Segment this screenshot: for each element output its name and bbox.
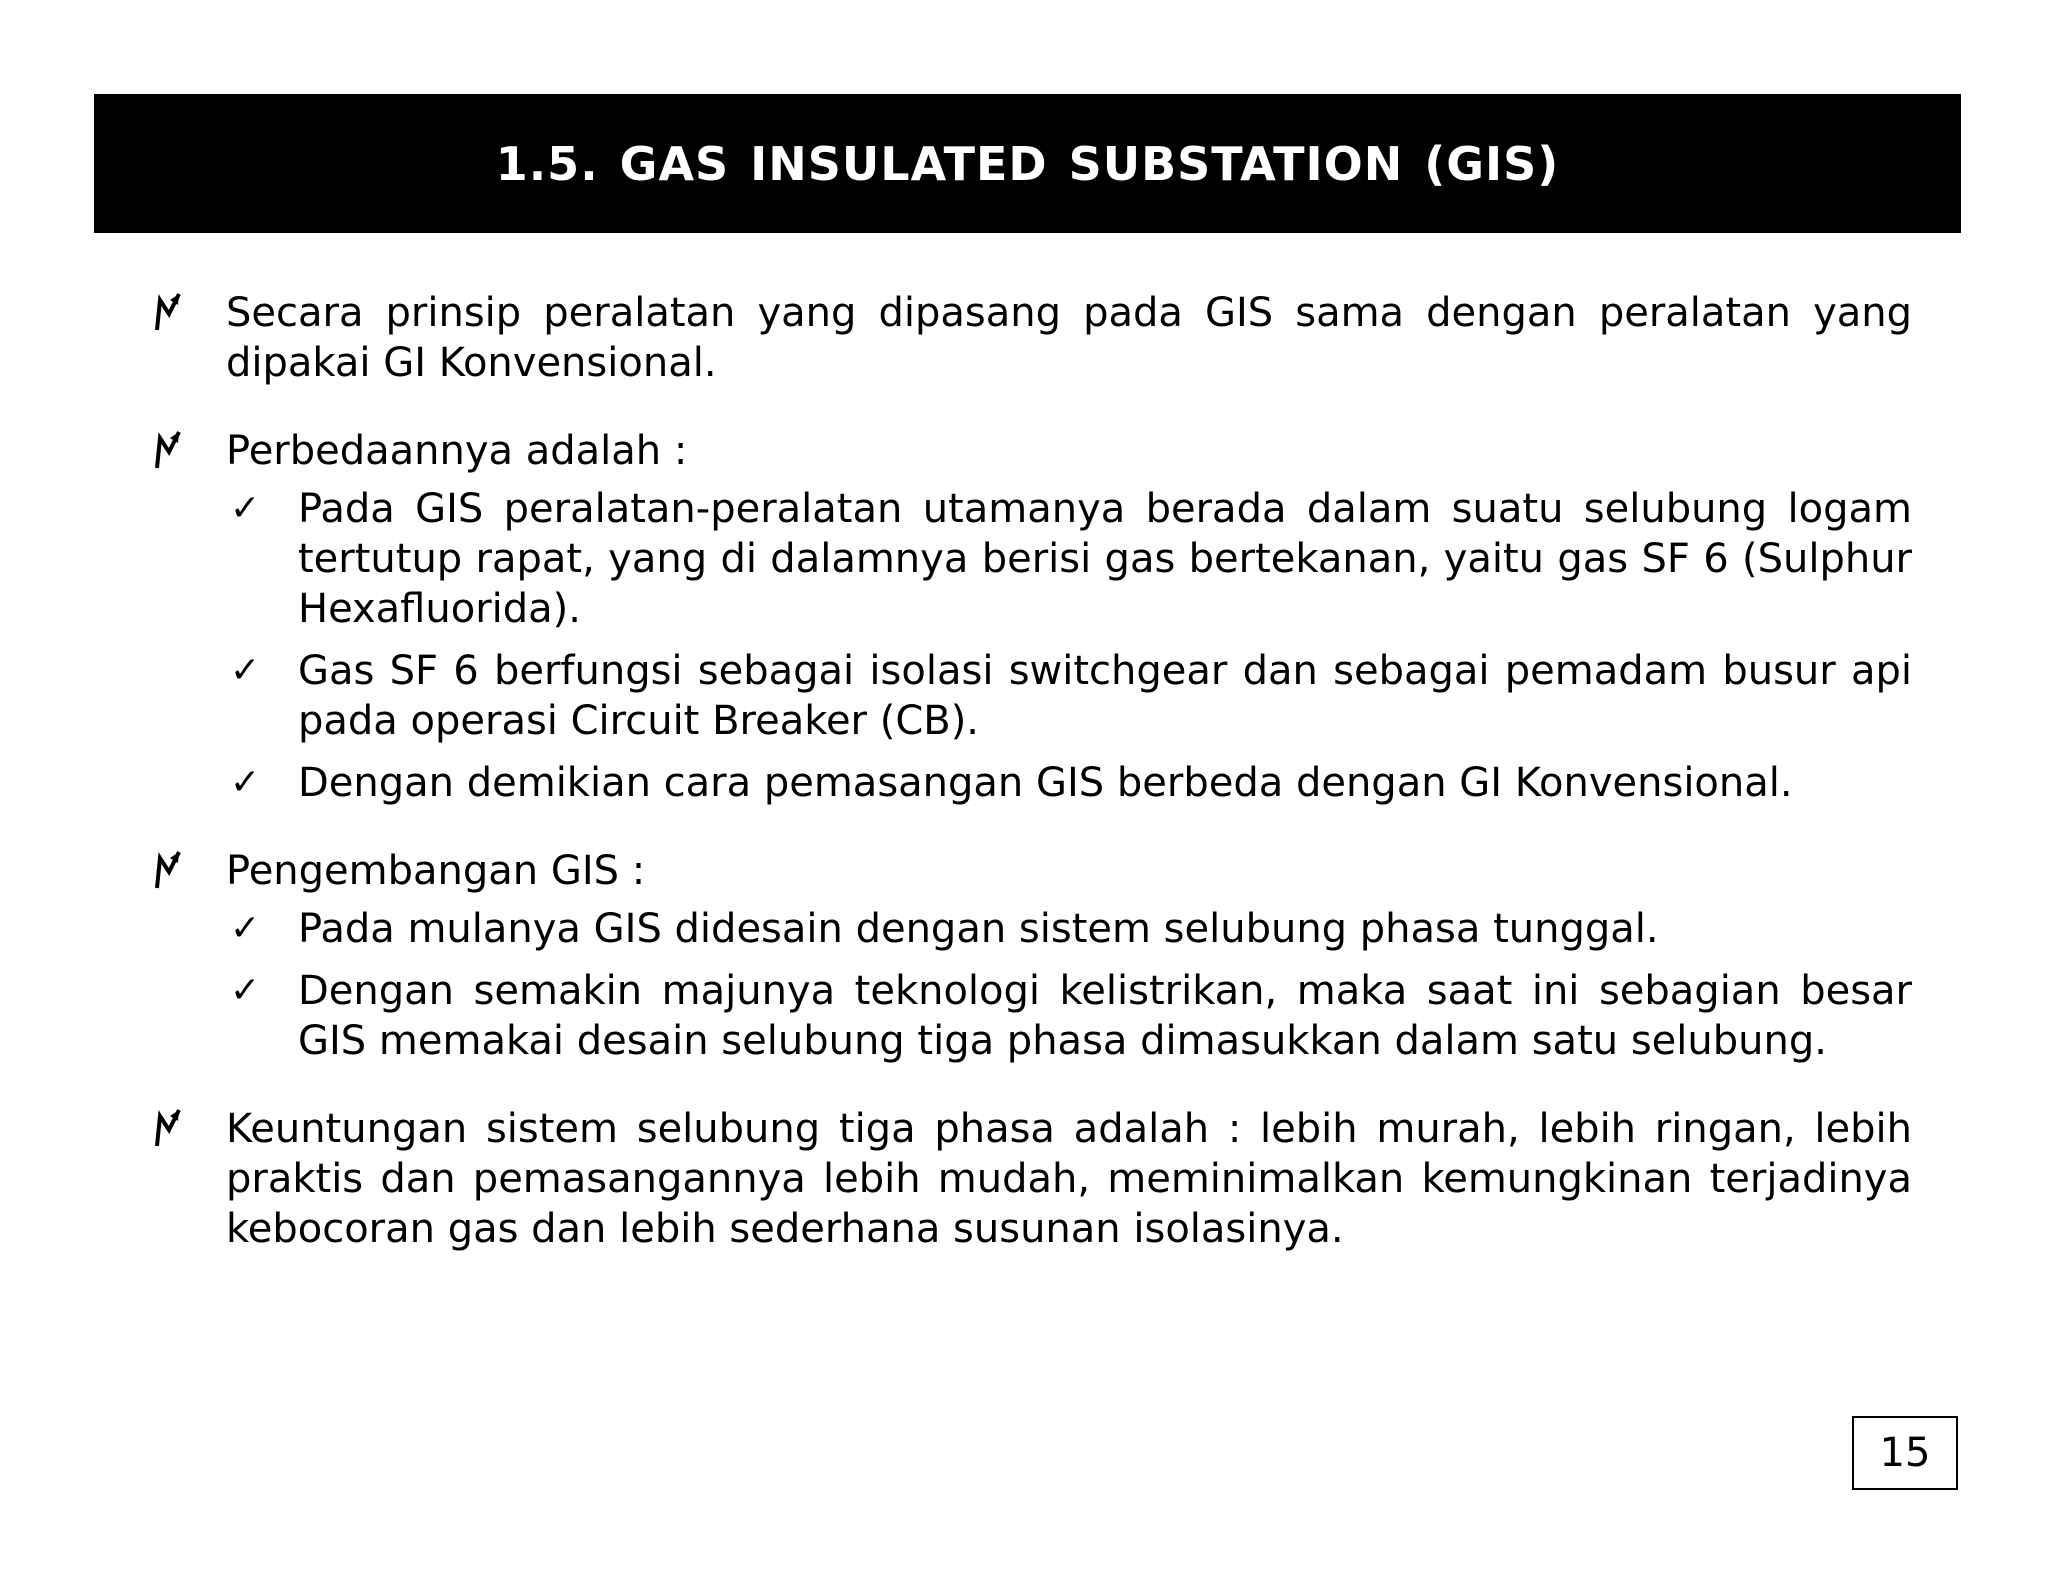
sub-list: [226, 904, 1912, 1066]
sub-list-item: [226, 966, 1912, 1066]
list-item-text: Perbedaannya adalah :: [226, 428, 688, 474]
sub-list-item-text: Pada GIS peralatan-peralatan utamanya berada dalam suatu selubung logam tertutup rapat, yang di dalamnya berisi gas bertekanan, yaitu gas SF 6 (Sulphur Hexafluorida).: [298, 486, 1912, 632]
list-item: [146, 426, 1912, 808]
page-number: [1852, 1416, 1958, 1490]
checkmark-icon: ✓: [230, 908, 261, 949]
page-title: 1.5. GAS INSULATED SUBSTATION (GIS): [495, 136, 1560, 191]
list-item: [146, 1104, 1912, 1254]
sub-list: [226, 484, 1912, 808]
checkmark-icon: ✓: [230, 970, 261, 1011]
sub-list-item: [226, 758, 1912, 808]
lightning-bolt-icon: [150, 292, 186, 332]
lightning-bolt-icon: [150, 1108, 186, 1148]
sub-list-item: [226, 484, 1912, 634]
list-item: [146, 288, 1912, 388]
lightning-bolt-icon: [150, 430, 186, 470]
sub-list-item-text: Pada mulanya GIS didesain dengan sistem selubung phasa tunggal.: [298, 906, 1659, 952]
list-item-text: Secara prinsip peralatan yang dipasang pada GIS sama dengan peralatan yang dipakai GI Konvensional.: [226, 290, 1912, 386]
title-bar: [94, 94, 1961, 233]
list-item-text: Pengembangan GIS :: [226, 848, 646, 894]
checkmark-icon: ✓: [230, 488, 261, 529]
list-item-text: Keuntungan sistem selubung tiga phasa adalah : lebih murah, lebih ringan, lebih praktis dan pemasangannya lebih mudah, meminimalkan kemungkinan terjadinya kebocoran gas dan lebih sederhana susunan isolasinya.: [226, 1106, 1912, 1252]
lightning-bolt-icon: [150, 850, 186, 890]
sub-list-item: [226, 904, 1912, 954]
sub-list-item-text: Dengan demikian cara pemasangan GIS berbeda dengan GI Konvensional.: [298, 760, 1793, 806]
sub-list-item-text: Gas SF 6 berfungsi sebagai isolasi switchgear dan sebagai pemadam busur api pada operasi Circuit Breaker (CB).: [298, 648, 1912, 744]
checkmark-icon: ✓: [230, 762, 261, 803]
list-item: [146, 846, 1912, 1066]
sub-list-item: [226, 646, 1912, 746]
checkmark-icon: ✓: [230, 650, 261, 691]
bullet-list: [146, 288, 1912, 1292]
page-number-text: 15: [1879, 1430, 1931, 1476]
sub-list-item-text: Dengan semakin majunya teknologi kelistrikan, maka saat ini sebagian besar GIS memakai desain selubung tiga phasa dimasukkan dalam satu selubung.: [298, 968, 1912, 1064]
